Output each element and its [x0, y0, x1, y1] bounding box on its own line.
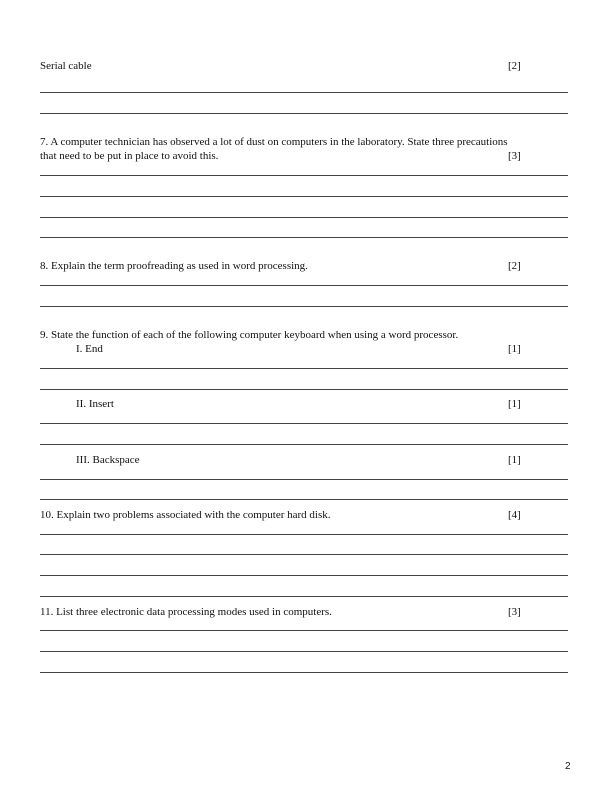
question-10: 10. Explain two problems associated with the computer hard disk. — [40, 509, 331, 521]
answer-line — [40, 217, 568, 218]
marks-question-9-part-1: [1] — [508, 343, 521, 355]
marks-question-9-part-2: [1] — [508, 398, 521, 410]
answer-line — [40, 306, 568, 307]
answer-line — [40, 554, 568, 555]
answer-line — [40, 237, 568, 238]
answer-line — [40, 499, 568, 500]
answer-line — [40, 196, 568, 197]
answer-line — [40, 423, 568, 424]
answer-line — [40, 534, 568, 535]
answer-line — [40, 672, 568, 673]
marks-question-8: [2] — [508, 260, 521, 272]
answer-line — [40, 285, 568, 286]
question-8: 8. Explain the term proofreading as used in word processing. — [40, 260, 308, 272]
page-number: 2 — [565, 761, 571, 772]
answer-line — [40, 389, 568, 390]
question-11: 11. List three electronic data processing modes used in computers. — [40, 606, 332, 618]
answer-line — [40, 479, 568, 480]
answer-line — [40, 575, 568, 576]
answer-line — [40, 651, 568, 652]
answer-line — [40, 630, 568, 631]
question-7-line-1: 7. A computer technician has observed a lot of dust on computers in the laboratory. State three precautions — [40, 136, 508, 148]
question-9-part-3: III. Backspace — [76, 454, 140, 466]
question-9-part-1: I. End — [76, 343, 103, 355]
marks-serial-cable: [2] — [508, 60, 521, 72]
question-9-part-2: II. Insert — [76, 398, 114, 410]
answer-line — [40, 113, 568, 114]
question-9: 9. State the function of each of the following computer keyboard when using a word processor. — [40, 329, 459, 341]
answer-line — [40, 368, 568, 369]
answer-line — [40, 175, 568, 176]
marks-question-10: [4] — [508, 509, 521, 521]
answer-line — [40, 596, 568, 597]
marks-question-11: [3] — [508, 606, 521, 618]
marks-question-9-part-3: [1] — [508, 454, 521, 466]
marks-question-7: [3] — [508, 150, 521, 162]
question-7-line-2: that need to be put in place to avoid this. — [40, 150, 219, 162]
answer-line — [40, 444, 568, 445]
answer-line — [40, 92, 568, 93]
question-serial-cable: Serial cable — [40, 60, 92, 72]
